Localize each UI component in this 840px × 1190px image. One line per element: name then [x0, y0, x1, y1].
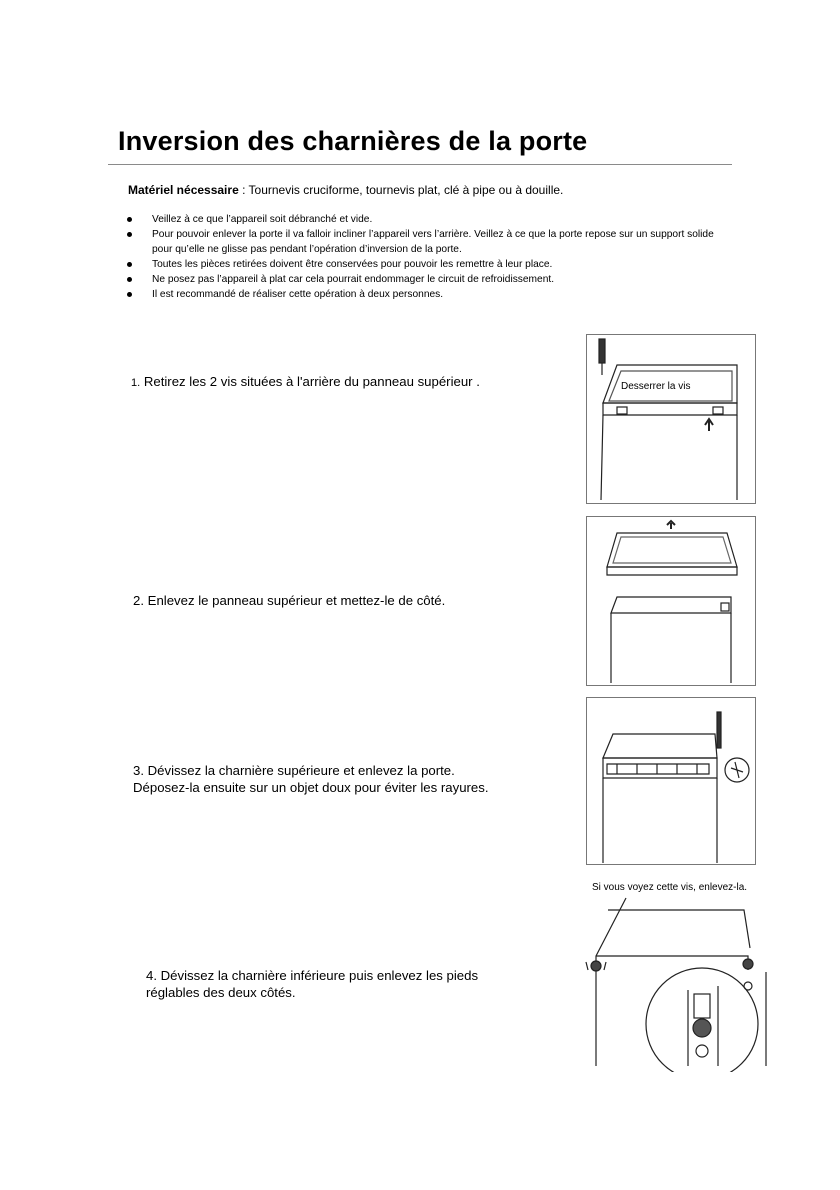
top-panel-removal-illustration [587, 517, 755, 685]
materials-label: Matériel nécessaire [128, 183, 239, 197]
title-divider [108, 164, 732, 165]
list-item: Veillez à ce que l’appareil soit débranché et vide. [126, 212, 726, 227]
materials-text: : Tournevis cruciforme, tournevis plat, clé à pipe ou à douille. [238, 183, 564, 197]
list-item: Il est recommandé de réaliser cette opération à deux personnes. [126, 287, 726, 302]
step-4-text: 4. Dévissez la charnière inférieure puis enlevez les pieds réglables des deux côtés. [146, 968, 479, 1000]
list-item: Toutes les pièces retirées doivent être conservées pour pouvoir les remettre à leur place. [126, 257, 726, 272]
step-1-body: Retirez les 2 vis situées à l'arrière du panneau supérieur . [140, 374, 480, 389]
step-1-text [131, 373, 551, 392]
lower-hinge-illustration [578, 896, 768, 1072]
materials-line [128, 183, 563, 197]
upper-hinge-illustration [587, 698, 755, 864]
step-2-figure [586, 516, 756, 686]
step-1-figure [586, 334, 756, 504]
step-3-text: 3. Dévissez la charnière supérieure et enlevez la porte. Déposez-la ensuite sur un objet doux pour éviter les rayures. [133, 763, 489, 795]
page-title: Inversion des charnières de la porte [118, 126, 588, 156]
fig4-caption: Si vous voyez cette vis, enlevez-la. [592, 882, 748, 893]
step-4-figure [578, 896, 768, 1072]
list-item: Ne posez pas l’appareil à plat car cela pourrait endommager le circuit de refroidissement. [126, 272, 726, 287]
fig1-label: Desserrer la vis [621, 381, 691, 392]
fridge-top-screws-illustration [587, 335, 755, 503]
step-2-text: 2. Enlevez le panneau supérieur et mettez-le de côté. [133, 593, 446, 608]
step-1-number: 1. [131, 377, 141, 389]
step-3-figure [586, 697, 756, 865]
list-item: Pour pouvoir enlever la porte il va falloir incliner l’appareil vers l’arrière. Veillez à ce que la porte repose sur un support solide pour qu’elle ne glisse pas pendant l’opération d’inversion de la porte. [126, 227, 726, 257]
precautions-list [126, 212, 726, 302]
